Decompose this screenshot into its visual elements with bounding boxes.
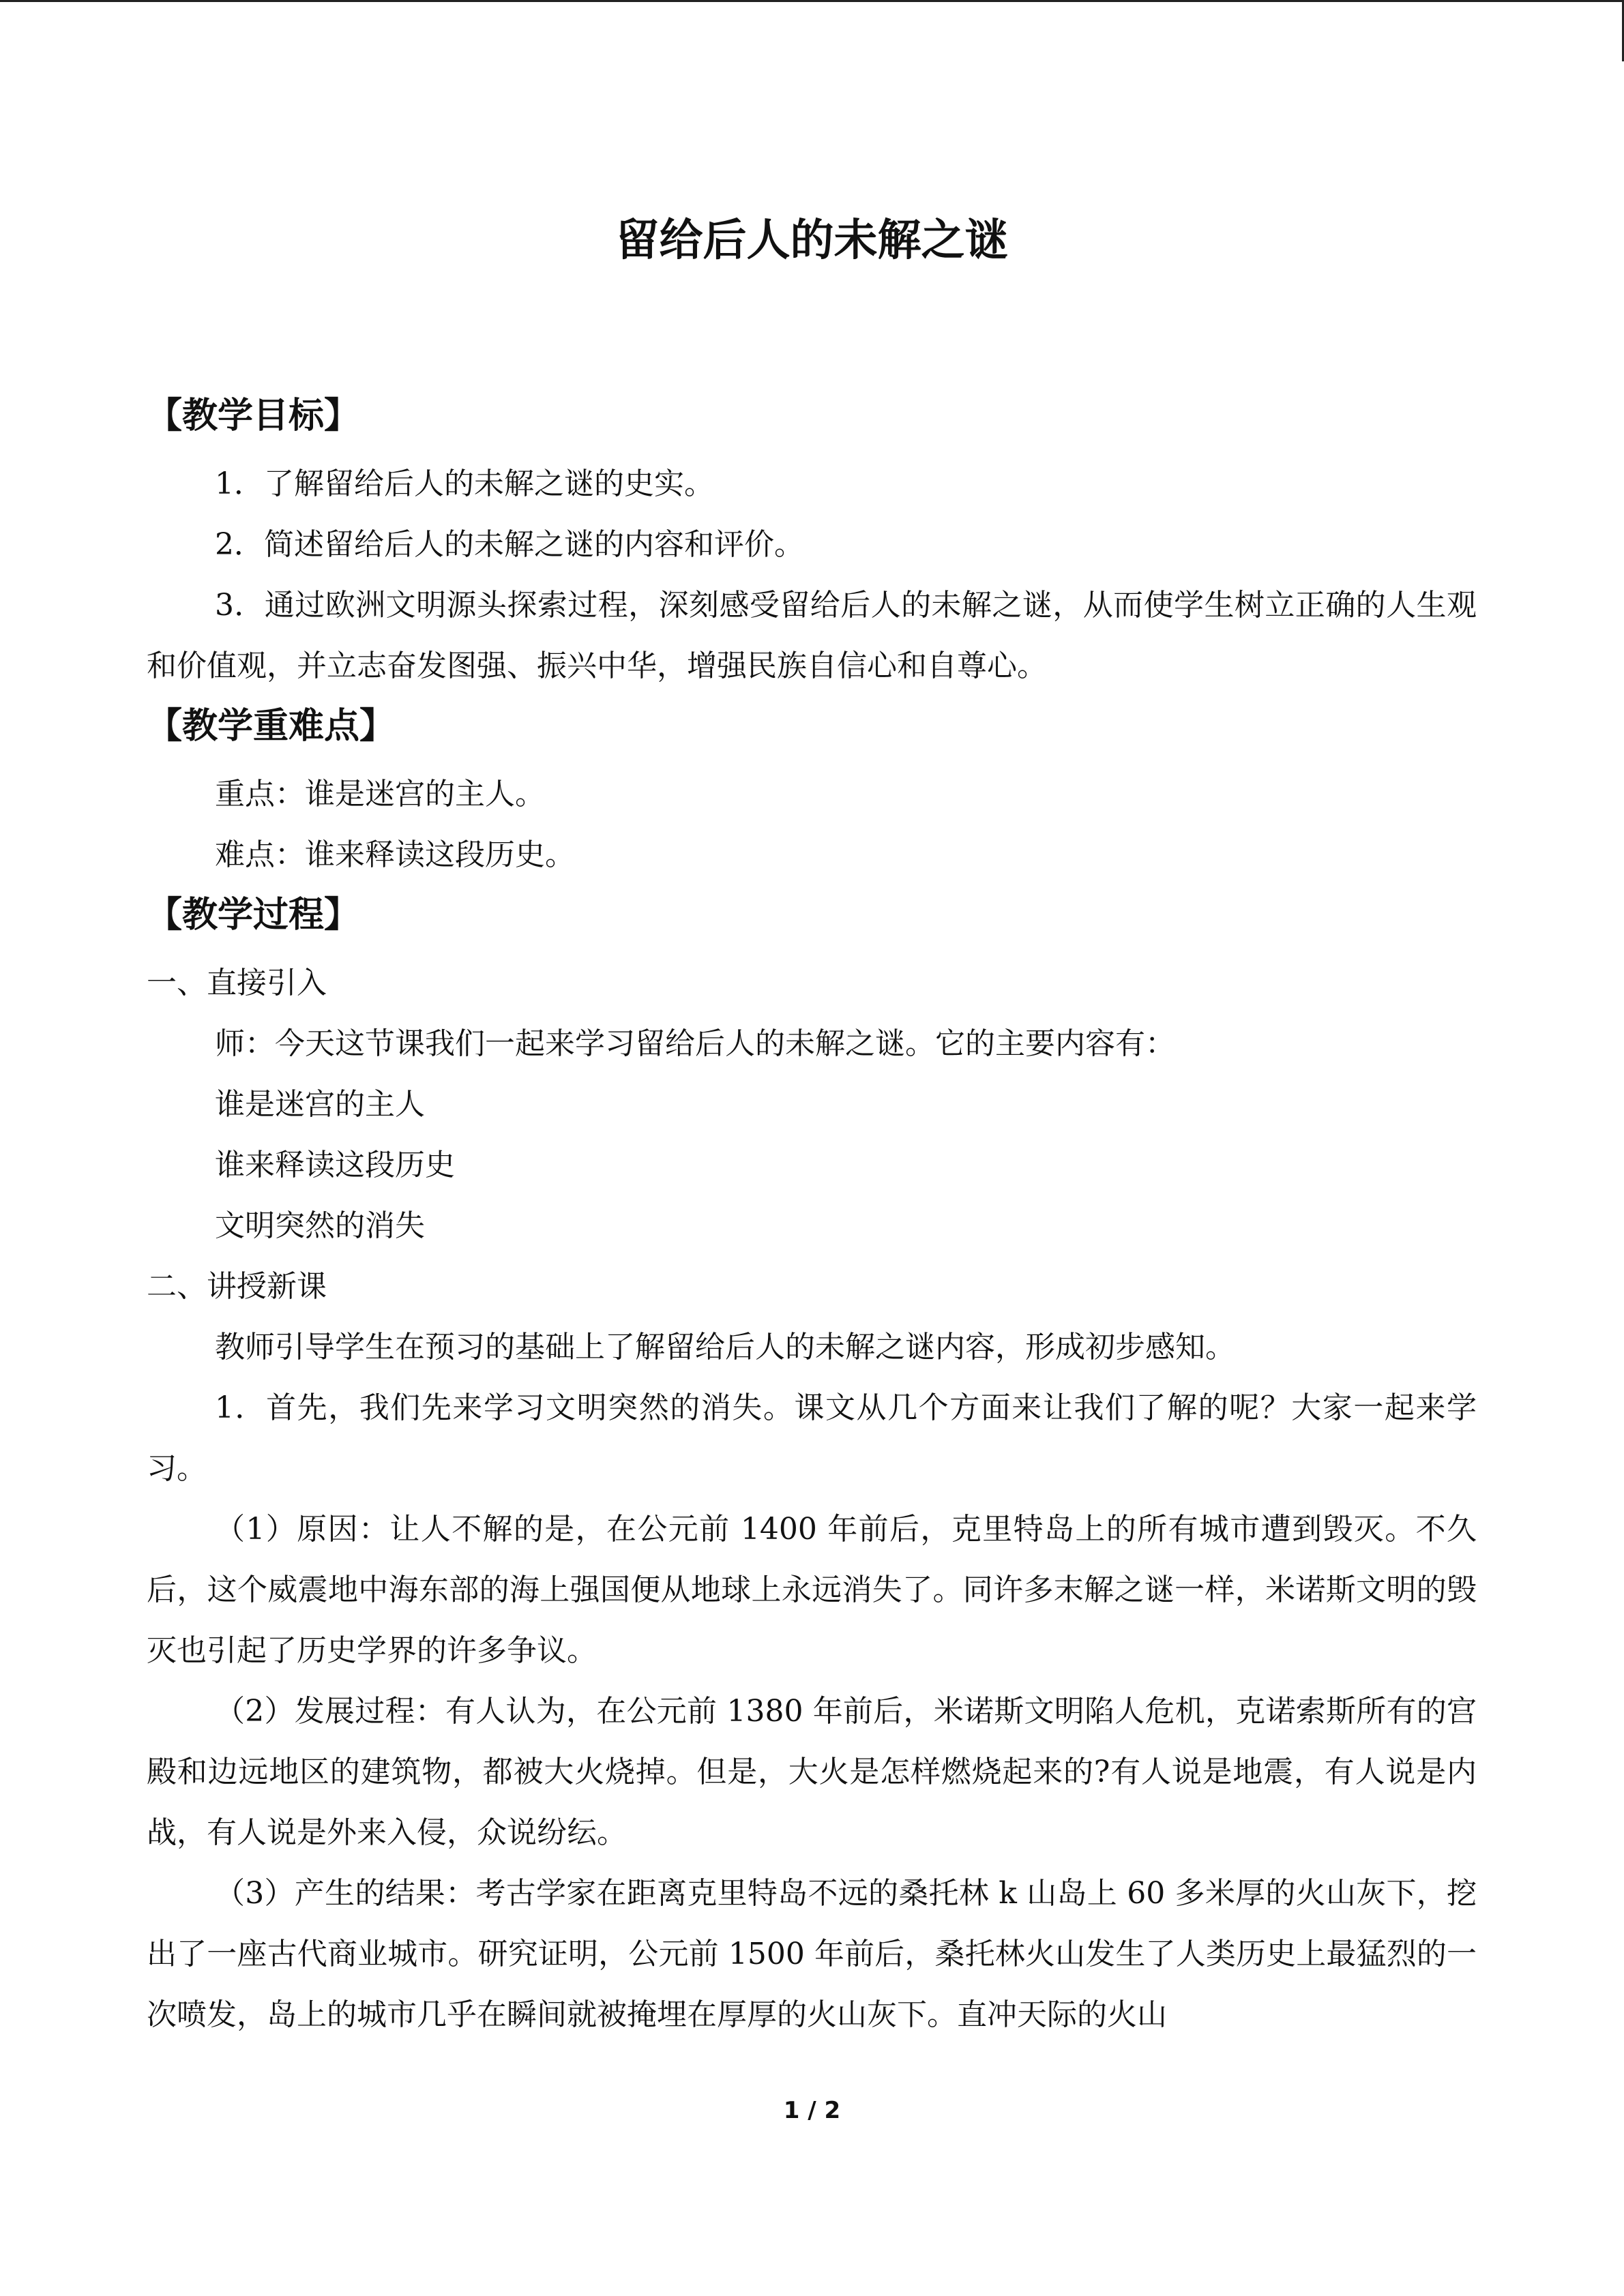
objective-item-2: 2．简述留给后人的未解之谜的内容和评价。: [215, 527, 804, 562]
part1-topic-2: 谁来释读这段历史: [215, 1148, 455, 1182]
difficult-point: 难点：谁来释读这段历史。: [215, 837, 575, 872]
key-points-heading: 【教学重难点】: [147, 706, 396, 747]
process-heading: 【教学过程】: [147, 895, 360, 936]
objective-item-3: 3．通过欧洲文明源头探索过程，深刻感受留给后人的未解之谜，从而使学生树立正确的人生观和价值观，并立志奋发图强、振兴中华，增强民族自信心和自尊心。: [147, 588, 1477, 683]
part1-teacher-line: 师：今天这节课我们一起来学习留给后人的未解之谜。它的主要内容有：: [215, 1026, 1175, 1061]
part2-title: 二、讲授新课: [147, 1269, 327, 1304]
document-body: [147, 386, 1477, 2045]
objective-item-1: 1．了解留给后人的未解之谜的史实。: [215, 466, 714, 501]
objectives-heading: 【教学目标】: [147, 396, 360, 436]
part2-paragraph-3: （2）发展过程：有人认为，在公元前 1380 年前后，米诺斯文明陷人危机，克诺索斯所有的宫殿和边远地区的建筑物，都被大火烧掉。但是，大火是怎样燃烧起来的?有人说是地震，有人说是内战，有人说是外来入侵，众说纷纭。: [147, 1694, 1477, 1850]
part2-intro: 教师引导学生在预习的基础上了解留给后人的未解之谜内容，形成初步感知。: [215, 1330, 1235, 1365]
part1-topic-3: 文明突然的消失: [215, 1208, 425, 1243]
part1-title: 一、直接引入: [147, 966, 327, 1000]
top-border-line: [0, 0, 1624, 2]
key-point: 重点：谁是迷宫的主人。: [215, 777, 545, 811]
part1-topic-1: 谁是迷宫的主人: [215, 1087, 425, 1122]
document-title: 留给后人的未解之谜: [615, 215, 1009, 266]
part2-paragraph-4: （3）产生的结果：考古学家在距离克里特岛不远的桑托林 k 山岛上 60 多米厚的火山灰下，挖出了一座古代商业城市。研究证明，公元前 1500 年前后，桑托林火山发生了人类历史上最猛烈的一次喷发，岛上的城市几乎在瞬间就被掩埋在厚厚的火山灰下。直冲天际的火山: [147, 1876, 1477, 2032]
part2-paragraph-2: （1）原因：让人不解的是，在公元前 1400 年前后，克里特岛上的所有城市遭到毁灭。不久后，这个威震地中海东部的海上强国便从地球上永远消失了。同许多末解之谜一样，米诺斯文明的毁灭也引起了历史学界的许多争议。: [147, 1512, 1477, 1668]
part2-paragraph-1: 1．首先，我们先来学习文明突然的消失。课文从几个方面来让我们了解的呢？大家一起来学习。: [147, 1390, 1477, 1486]
page-number: 1 / 2: [783, 2097, 841, 2124]
